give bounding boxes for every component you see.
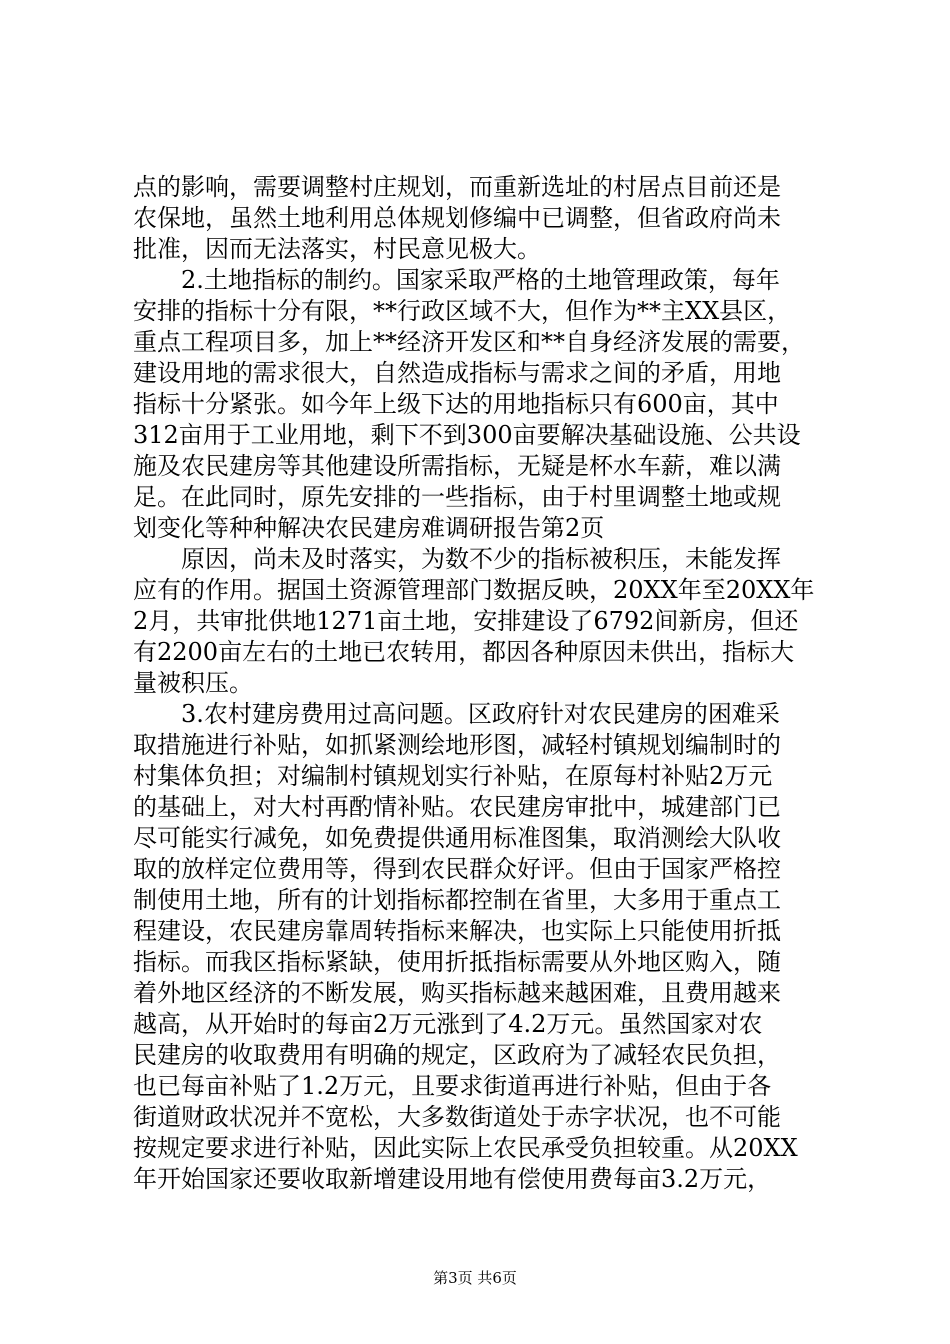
text-line: 取措施进行补贴，如抓紧测绘地形图，减轻村镇规划编制时的 — [133, 731, 781, 759]
text-line: 312亩用于工业用地，剩下不到300亩要解决基础设施、公共设 — [133, 421, 801, 449]
text-line: 原因，尚未及时落实，为数不少的指标被积压，未能发挥 — [181, 545, 781, 573]
text-line: 重点工程项目多，加上**经济开发区和**自身经济发展的需要， — [133, 328, 805, 356]
text-line: 有2200亩左右的土地已农转用，都因各种原因未供出，指标大 — [133, 638, 795, 666]
text-line: 尽可能实行减免，如免费提供通用标准图集，取消测绘大队收 — [133, 824, 781, 852]
text-line: 安排的指标十分有限，**行政区域不大，但作为**主XX县区， — [133, 297, 792, 325]
text-line: 也已每亩补贴了1.2万元，且要求街道再进行补贴，但由于各 — [133, 1072, 772, 1100]
text-line: 民建房的收取费用有明确的规定，区政府为了减轻农民负担， — [133, 1041, 781, 1069]
text-line: 批准，因而无法落实，村民意见极大。 — [133, 235, 541, 263]
document-body — [133, 172, 843, 1195]
text-line: 2月，共审批供地1271亩土地，安排建设了6792间新房，但还 — [133, 607, 799, 635]
text-line: 取的放样定位费用等，得到农民群众好评。但由于国家严格控 — [133, 855, 781, 883]
text-line: 的基础上，对大村再酌情补贴。农民建房审批中，城建部门已 — [133, 793, 781, 821]
text-line: 村集体负担；对编制村镇规划实行补贴，在原每村补贴2万元 — [133, 762, 773, 790]
text-line: 施及农民建房等其他建设所需指标，无疑是杯水车薪，难以满 — [133, 452, 781, 480]
text-line: 2.土地指标的制约。国家采取严格的土地管理政策，每年 — [181, 266, 780, 294]
text-line: 量被积压。 — [133, 669, 253, 697]
text-line: 按规定要求进行补贴，因此实际上农民承受负担较重。从20XX — [133, 1134, 798, 1162]
text-line: 指标十分紧张。如今年上级下达的用地指标只有600亩，其中 — [133, 390, 779, 418]
text-line: 指标。而我区指标紧缺，使用折抵指标需要从外地区购入，随 — [133, 948, 781, 976]
text-line: 建设用地的需求很大，自然造成指标与需求之间的矛盾，用地 — [133, 359, 781, 387]
text-line: 街道财政状况并不宽松，大多数街道处于赤字状况，也不可能 — [133, 1103, 781, 1131]
text-line: 年开始国家还要收取新增建设用地有偿使用费每亩3.2万元， — [133, 1165, 772, 1193]
text-line: 着外地区经济的不断发展，购买指标越来越困难，且费用越来 — [133, 979, 781, 1007]
text-line: 制使用土地，所有的计划指标都控制在省里，大多用于重点工 — [133, 886, 781, 914]
text-line: 农保地，虽然土地利用总体规划修编中已调整，但省政府尚未 — [133, 204, 781, 232]
text-line: 越高，从开始时的每亩2万元涨到了4.2万元。虽然国家对农 — [133, 1010, 763, 1038]
text-line: 点的影响，需要调整村庄规划，而重新选址的村居点目前还是 — [133, 173, 781, 201]
text-line: 3.农村建房费用过高问题。区政府针对农民建房的困难采 — [181, 700, 780, 728]
text-line: 应有的作用。据国土资源管理部门数据反映，20XX年至20XX年 — [133, 576, 815, 604]
page-footer: 第3页 共6页 — [433, 1269, 517, 1287]
text-line: 足。在此同时，原先安排的一些指标，由于村里调整土地或规 — [133, 483, 781, 511]
text-line: 划变化等种种解决农民建房难调研报告第2页 — [133, 514, 605, 542]
text-line: 程建设，农民建房靠周转指标来解决，也实际上只能使用折抵 — [133, 917, 781, 945]
